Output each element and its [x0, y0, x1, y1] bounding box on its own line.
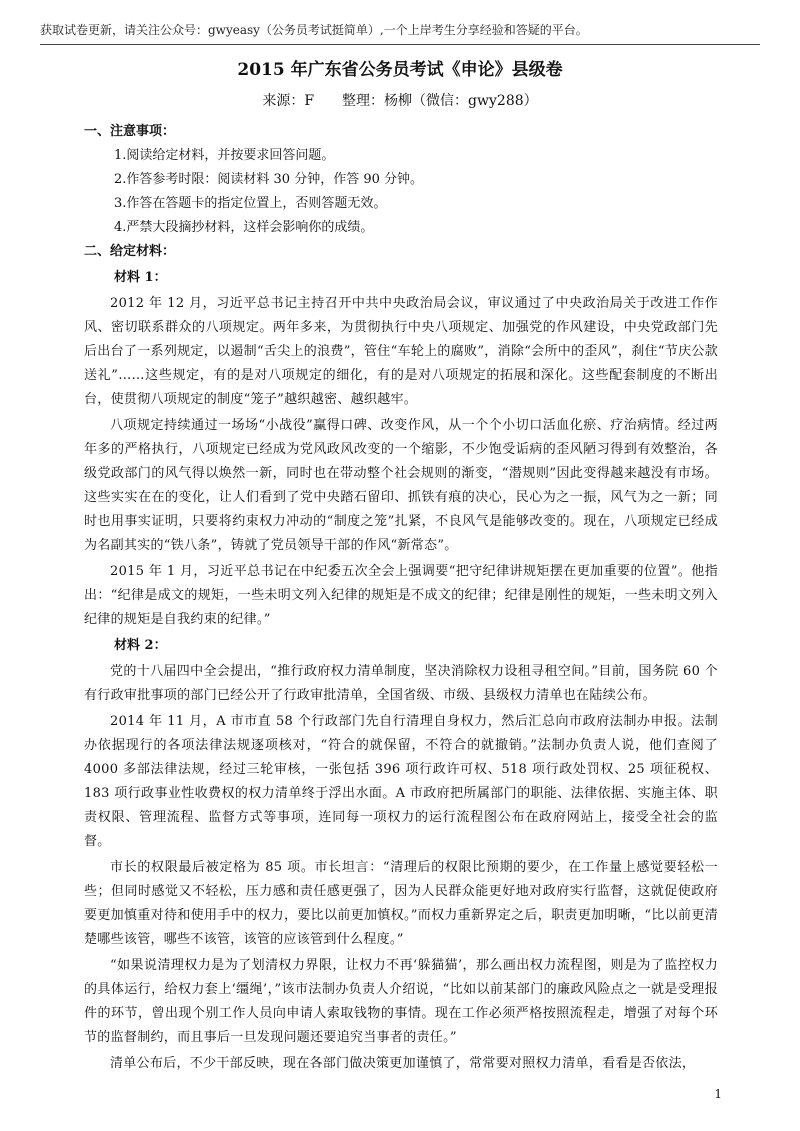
material-2-label: 材料 2：	[114, 638, 167, 653]
header-divider	[40, 44, 760, 45]
material-paragraph: 市长的权限最后被定格为 85 项。市长坦言：“清理后的权限比预期的要少，在工作量上感觉要轻松一些；但同时感觉又不轻松，压力感和责任感更强了，因为人民群众能更好地对政府实行监督，这就促使政府要更加慎重对待和使用手中的权力，要比以前更加慎权。”而权力重新界定之后，职责更加明晰，“比以前更清楚哪些该管，哪些不该管，该管的应该管到什么程度。”	[84, 860, 718, 947]
material-paragraph: 清单公布后，不少干部反映，现在各部门做决策更加谨慎了，常常要对照权力清单，看看是否依法，	[110, 1056, 696, 1071]
header-notice: 获取试卷更新，请关注公众号：gwyeasy（公务员考试挺简单）,一个上岸考生分享经验和答疑的平台。	[40, 23, 588, 37]
document-byline: 来源：F 整理：杨柳（微信：gwy288）	[262, 93, 538, 109]
material-paragraph: 2014 年 11 月，A 市市直 58 个行政部门先自行清理自身权力，然后汇总向市政府法制办申报。法制办依据现行的各项法律法规逐项核对，“符合的就保留，不符合的就撤销。”法制办负责人说，他们查阅了 4000 多部法律法规，经过三轮审核，一张包括 396 项行政许可权、518 项行政处罚权、25 项征税权、183 项行政事业性收费权的权力清单终于浮出水面。A 市政府把所属部门的职能、法律依据、实施主体、职责权限、管理流程、监督方式等事项，连同每一项权力的运行流程图公布在政府网站上，接受全社会的监督。	[84, 714, 718, 849]
page-number: 1	[714, 1087, 722, 1101]
material-paragraph: 党的十八届四中全会提出，“推行政府权力清单制度，坚决消除权力设租寻租空间。”目前，国务院 60 个有行政审批事项的部门已经公开了行政审批清单，全国省级、市级、县级权力清单也在陆续公布。	[84, 664, 718, 703]
notes-item: 3.作答在答题卡的指定位置上，否则答题无效。	[114, 196, 387, 211]
material-paragraph: 2015 年 1 月，习近平总书记在中纪委五次全会上强调要“把守纪律讲规矩摆在更加重要的位置”。他指出：“纪律是成文的规矩，一些未明文列入纪律的规矩是不成文的纪律；纪律是刚性的规矩，一些未明文列入纪律的规矩是自我约束的纪律。”	[84, 564, 718, 627]
material-paragraph: “如果说清理权力是为了划清权力界限，让权力不再‘躲猫猫’，那么画出权力流程图，则是为了监控权力的具体运行，给权力套上‘缰绳’，”该市法制办负责人介绍说，“比如以前某部门的廉政风险点之一就是受理报件的环节，曾出现个别工作人员向申请人索取钱物的事情。现在工作必须严格按照流程走，增强了对每个环节的监督制约，而且事后一旦发现问题还要追究当事者的责任。”	[84, 958, 718, 1045]
section-heading-notes: 一、注意事项：	[84, 124, 176, 139]
material-paragraph: 八项规定持续通过一场场“小战役”赢得口碑、改变作风，从一个个小切口活血化瘀、疗治病情。经过两年多的严格执行，八项规定已经成为党风政风改变的一个缩影，不少饱受诟病的歪风陋习得到有效整治，各级党政部门的风气得以焕然一新，同时也在带动整个社会规则的渐变，“潜规则”因此变得越来越没有市场。这些实实在在的变化，让人们看到了党中央踏石留印、抓铁有痕的决心，民心为之一振，风气为之一新；同时也用事实证明，只要将约束权力冲动的“制度之笼”扎紧，不良风气是能够改变的。现在，八项规定已经成为名副其实的“铁八条”，铸就了党员领导干部的作风“新常态”。	[84, 418, 718, 553]
notes-item: 2.作答参考时限：阅读材料 30 分钟，作答 90 分钟。	[114, 172, 424, 187]
material-1-label: 材料 1：	[114, 270, 167, 285]
document-title: 2015 年广东省公务员考试《申论》县级卷	[237, 60, 563, 80]
section-heading-materials: 二、给定材料：	[84, 244, 176, 259]
notes-item: 1.阅读给定材料，并按要求回答问题。	[114, 148, 335, 163]
document-body	[84, 120, 718, 1076]
notes-item: 4.严禁大段摘抄材料，这样会影响你的成绩。	[114, 220, 374, 235]
material-paragraph: 2012 年 12 月，习近平总书记主持召开中共中央政治局会议，审议通过了中央政治局关于改进工作作风、密切联系群众的八项规定。两年多来，为贯彻执行中央八项规定、加强党的作风建设，中央党政部门先后出台了一系列规定，以遏制“舌尖上的浪费”，管住“车轮上的腐败”，消除“会所中的歪风”，刹住“节庆公款送礼”……这些规定，有的是对八项规定的细化，有的是对八项规定的拓展和深化。这些配套制度的不断出台，使贯彻八项规定的制度“笼子”越织越密、越织越牢。	[84, 296, 718, 407]
